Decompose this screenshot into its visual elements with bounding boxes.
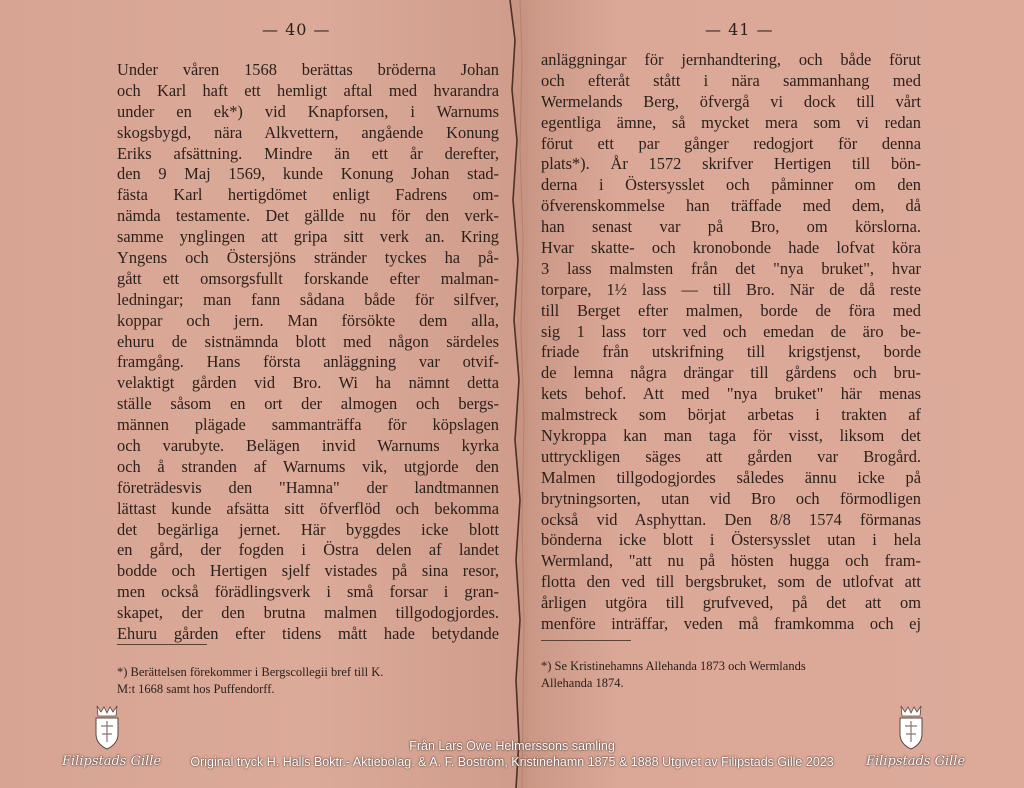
text-line: menföre inträffar, veden må framkomma och ej <box>541 614 921 634</box>
right-page-text <box>541 50 921 635</box>
text-line: Yngens och Östersjöns stränder tyckes ha på- <box>117 248 499 268</box>
text-line: anläggningar för jernhandtering, och både förut <box>541 50 921 69</box>
text-line: också vid Asphyttan. Den 8/8 1574 förmanas <box>541 509 921 529</box>
text-line: bönderna icke blott i Östersysslet utan i hela <box>541 530 921 550</box>
footnote-rule-left <box>117 644 207 645</box>
text-line: under en ek*) vid Knapforsen, i Warnums <box>117 101 499 121</box>
text-line: nämda testamente. Det gällde nu för den verk- <box>117 206 499 226</box>
text-line: brytningsorten, utan vid Bro och förmodligen <box>541 488 921 508</box>
text-line: och efteråt stått i nära sammanhang med <box>541 70 921 90</box>
text-line: han senast var på Bro, om körslorna. <box>541 217 921 237</box>
caption-line-2: Original tryck H. Halls Boktr.- Aktiebolag. & A. F. Boström, Kristinehamn 1875 & 1888 Utgivet av Filipstads Gille 2023 <box>190 755 834 769</box>
text-line: skapet, der den brutna malmen tillgodogjordes. <box>117 603 499 623</box>
text-line: Under våren 1568 berättas bröderna Johan <box>117 60 499 79</box>
text-line: de lemna några drängar till gårdens och bru- <box>541 363 921 383</box>
text-line: torpare, 1½ lass — till Bro. När de då reste <box>541 279 921 299</box>
text-line: företrädesvis den "Hamna" der landtmannen <box>117 477 499 497</box>
gutter-tear <box>506 0 528 788</box>
text-line: Ehuru gården efter tidens mått hade betydande <box>117 624 499 644</box>
text-line: 3 lass malmsten från det "nya bruket", hvar <box>541 258 921 278</box>
text-line: malmstreck som börjat arbetas i trakten af <box>541 405 921 425</box>
text-line: ställe såsom en ort der almogen och bergs- <box>117 394 499 414</box>
caption-line-1: Från Lars Owe Helmerssons samling <box>409 739 615 753</box>
footnote-line: *) Berättelsen förekommer i Bergscollegii bref till K. <box>117 665 384 679</box>
footnote-left <box>117 664 502 698</box>
right-page <box>520 0 1024 788</box>
text-line: koppar och jern. Man försökte dem alla, <box>117 310 499 330</box>
page-number-left: — 40 — <box>262 20 331 39</box>
text-line: den 9 Maj 1569, kunde Konung Johan stad- <box>117 164 499 184</box>
text-line: och Karl haft ett hemligt aftal med hvarandra <box>117 80 499 100</box>
text-line: det begärliga jernet. Här byggdes icke blott <box>117 519 499 539</box>
text-line: Nykroppa kan man taga för visst, liksom det <box>541 426 921 446</box>
text-line: egentliga ämne, så mycket mera som vi redan <box>541 112 921 132</box>
text-line: gått ett omsorgsfullt forskande efter malman- <box>117 268 499 288</box>
text-line: männen plägade sammanträffa för köpslagen <box>117 415 499 435</box>
text-line: friade från utskrifning till krigstjenst, borde <box>541 342 921 362</box>
page-number-right: — 41 — <box>705 20 774 39</box>
text-line: ledningar; man fann sådana både för silfver, <box>117 289 499 309</box>
text-line: Hvar skatte- och kronobonde hade lofvat köra <box>541 238 921 258</box>
text-line: flotta den ved till bergsbruket, som de utlofvat att <box>541 572 921 592</box>
text-line: Wermelands Berg, öfvergå vi dock till vårt <box>541 91 921 111</box>
text-line: velaktigt gården vid Bro. Wi ha nämnt detta <box>117 373 499 393</box>
text-line: fästa Karl hertigdömet enligt Fadrens om- <box>117 185 499 205</box>
emblem-text-right: Filipstads Gille <box>866 754 966 769</box>
text-line: derna i Östersysslet och påminner om den <box>541 175 921 195</box>
text-line: lättast kunde afsätta sitt öfverflöd och bekomma <box>117 498 499 518</box>
watermark-caption <box>0 738 1024 770</box>
text-line: plats*). År 1572 skrifver Hertigen till bön- <box>541 154 921 174</box>
footnote-line: *) Se Kristinehamns Allehanda 1873 och Wermlands <box>541 659 806 673</box>
text-line: framgång. Hans första anläggning var otvif- <box>117 352 499 372</box>
footnote-rule-right <box>541 640 631 641</box>
text-line: årligen utgöra till grufveved, på det att om <box>541 593 921 613</box>
text-line: ehuru de sistnämnda blott med någon särdeles <box>117 331 499 351</box>
text-line: förut ett par gånger redogjort för denna <box>541 133 921 153</box>
footnote-line: Allehanda 1874. <box>541 676 624 690</box>
text-line: samme ynglingen att gripa sitt verk an. Kring <box>117 227 499 247</box>
text-line: till Berget efter malmen, borde de föra med <box>541 300 921 320</box>
text-line: sig 1 lass torr ved och emedan de äro be- <box>541 321 921 341</box>
text-line: och varubyte. Belägen invid Warnums kyrka <box>117 436 499 456</box>
text-line: bodde och Hertigen sjelf vistades på sina resor, <box>117 561 499 581</box>
left-page-text <box>117 60 499 645</box>
text-line: kets behof. Att med "nya bruket" här menas <box>541 384 921 404</box>
text-line: men också förädlingsverk i små forsar i gran- <box>117 582 499 602</box>
text-line: och å stranden af Warnums vik, utgjorde den <box>117 456 499 476</box>
text-line: uttryckligen säges att gården var Brogård. <box>541 446 921 466</box>
text-line: öfverenskommelse han träffade med dem, då <box>541 196 921 216</box>
text-line: Malmen tillgodogjordes således ännu icke på <box>541 467 921 487</box>
footnote-line: M:t 1668 samt hos Puffendorff. <box>117 682 275 696</box>
emblem-text-left: Filipstads Gille <box>62 754 162 769</box>
footnote-right <box>541 658 926 692</box>
text-line: Wermland, "att nu på hösten hugga och fram- <box>541 551 921 571</box>
text-line: en gård, der fogden i Östra delen af landet <box>117 540 499 560</box>
text-line: skogsbygd, nära Alkvettern, angående Konung <box>117 122 499 142</box>
text-line: Eriks afsättning. Mindre än ett år derefter, <box>117 143 499 163</box>
